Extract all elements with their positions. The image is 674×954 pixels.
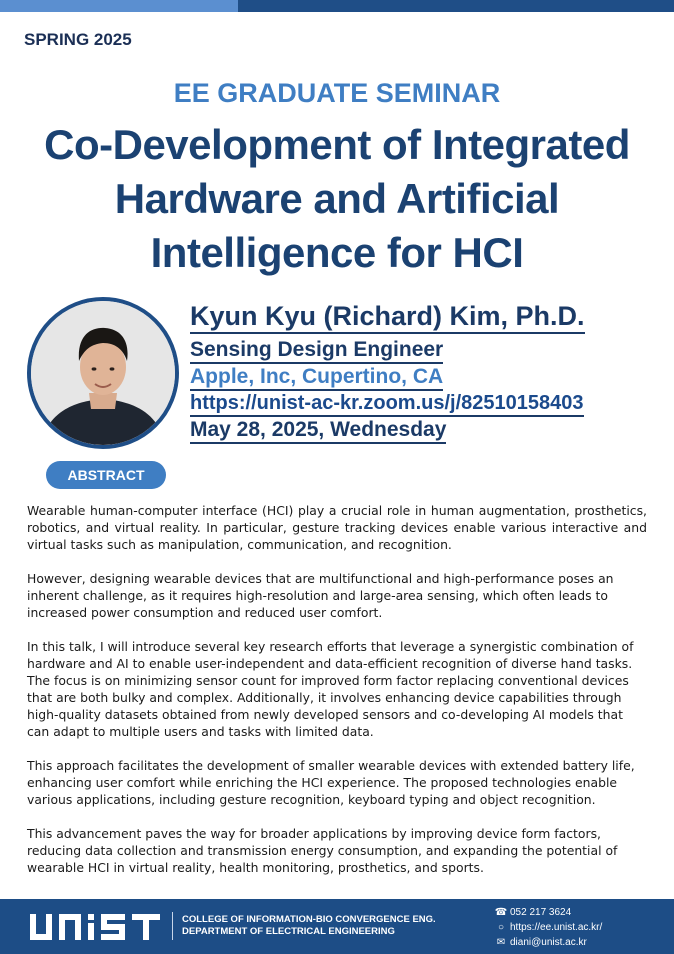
speaker-role: Sensing Design Engineer (190, 337, 443, 364)
top-bar-dark-segment (238, 0, 674, 12)
department-name: DEPARTMENT OF ELECTRICAL ENGINEERING (182, 926, 395, 937)
contact-email (494, 935, 602, 950)
globe-icon: ○ (497, 922, 505, 933)
seminar-date: May 28, 2025, Wednesday (190, 417, 446, 444)
unist-logo (30, 910, 160, 944)
seminar-series-title: EE GRADUATE SEMINAR (173, 78, 501, 108)
website-link[interactable]: https://ee.unist.ac.kr/ (510, 922, 603, 933)
zoom-link[interactable]: https://unist-ac-kr.zoom.us/j/82510158403 (190, 391, 584, 417)
college-name: COLLEGE OF INFORMATION-BIO CONVERGENCE ENG. (182, 914, 436, 925)
speaker-name: Kyun Kyu (Richard) Kim, Ph.D. (190, 300, 585, 334)
contact-website (494, 920, 602, 935)
email-icon: ✉ (496, 937, 506, 948)
abstract-paragraph: This advancement paves the way for broader applications by improving device form factors, reducing data collection and transmission energy consumption, and expanding the potential of wearable HCI in virtual reality, health monitoring, prosthetics, and sports. (27, 826, 618, 875)
abstract-body (27, 502, 647, 893)
season-label: SPRING 2025 (24, 30, 132, 49)
speaker-portrait-illustration (31, 301, 175, 445)
speaker-affiliation: Apple, Inc, Cupertino, CA (190, 364, 443, 391)
abstract-paragraph: Wearable human-computer interface (HCI) play a crucial role in human augmentation, prosthetics, robotics, and virtual reality. In particular, gesture tracking devices enable various interactive and virtual tasks such as manipulation, communication, and recognition. (27, 503, 647, 552)
talk-title-line: Hardware and Artificial (114, 175, 560, 222)
college-info (182, 914, 436, 938)
abstract-badge: ABSTRACT (46, 461, 166, 489)
phone-icon: ☎ (494, 907, 508, 918)
abstract-paragraph: However, designing wearable devices that are multifunctional and high-performance poses an inherent challenge, as it requires high-resolution and large-area sensing, which often leads to increased power consumption and reduced user comfort. (27, 571, 614, 620)
footer-divider (172, 912, 173, 940)
talk-title-line: Co-Development of Integrated (44, 121, 630, 168)
footer-bar (0, 899, 674, 954)
contact-info (494, 905, 602, 950)
talk-title (10, 118, 664, 280)
phone-number: 052 217 3624 (510, 907, 572, 918)
contact-phone (494, 905, 602, 920)
email-address[interactable]: diani@unist.ac.kr (510, 937, 587, 948)
abstract-paragraph: This approach facilitates the development of smaller wearable devices with extended battery life, enhancing user comfort while enriching the HCI experience. The proposed technologies enable various applications, including gesture recognition, keyboard typing and object recognition. (27, 758, 635, 807)
top-accent-bar (0, 0, 674, 12)
abstract-paragraph: In this talk, I will introduce several key research efforts that leverage a synergistic combination of hardware and AI to enable user-independent and data-efficient recognition of diverse hand tasks. The focus is on minimizing sensor count for improved form factor replacing conventional devices that are both bulky and complex. Additionally, it involves enhancing device capabilities through high-quality datasets obtained from newly developed sensors and co-developing AI models that can adapt to multiple users and tasks with limited data. (27, 639, 634, 739)
top-bar-light-segment (0, 0, 238, 12)
speaker-photo (27, 297, 179, 449)
talk-title-line: Intelligence for HCI (150, 229, 524, 276)
